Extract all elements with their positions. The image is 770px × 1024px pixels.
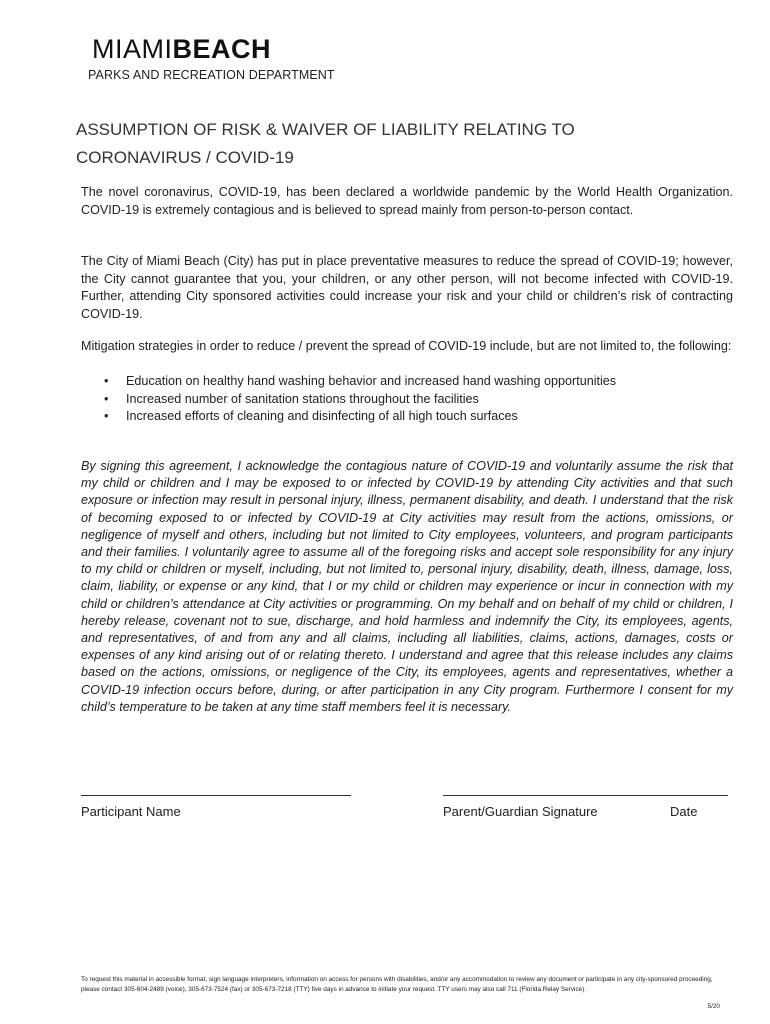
document-title	[76, 116, 696, 172]
date-label: Date	[670, 804, 698, 819]
city-measures-paragraph: The City of Miami Beach (City) has put in place preventative measures to reduce the spread of COVID-19; however, the City cannot guarantee that you, your children, or any other person, will not become infected with COVID-19. Further, attending City sponsored activities could increase your risk and your child or children’s risk of contracting COVID-19.	[81, 254, 733, 321]
logo-miami-text: MIAMI	[92, 34, 173, 64]
list-item-text: Increased efforts of cleaning and disinfecting of all high touch surfaces	[126, 409, 518, 423]
miami-beach-logo	[92, 36, 271, 63]
document-title-line-2: CORONAVIRUS / COVID-19	[76, 148, 294, 167]
page-code: 5/20	[707, 1003, 720, 1010]
participant-name-label: Participant Name	[81, 804, 181, 819]
waiver-agreement-text: By signing this agreement, I acknowledge the contagious nature of COVID-19 and voluntarily assume the risk that my child or children and I may be exposed to or infected by COVID-19 by attending City activities and that such exposure or infection may result in personal injury, illness, permanent disability, and death. I understand that the risk of becoming exposed to or infected by COVID-19 at City activities may result from the actions, omissions, or negligence of myself and others, including but not limited to City employees, volunteers, and program participants and their families. I voluntarily agree to assume all of the foregoing risks and accept sole responsibility for any injury to my child or children or myself, including, but not limited to, personal injury, disability, death, illness, damage, loss, claim, liability, or expense or any kind, that I or my child or children may experience or incur in connection with my child or children’s attendance at City activities or programming. On my behalf and on behalf of my child or children, I hereby release, covenant not to sue, discharge, and hold harmless and indemnify the City, its employees, agents, and representatives, of and from any and all claims, including all liabilities, claims, actions, damages, costs or expenses of any kind arising out of or relating thereto. I understand and agree that this release includes any claims based on the actions, omissions, or negligence of the City, its employees, agents and representatives, whether a COVID-19 infection occurs before, during, or after participation in any City program. Furthermore I consent for my child’s temperature to be taken at any time staff members feel it is necessary.	[81, 459, 733, 714]
logo-beach-text: BEACH	[172, 34, 272, 64]
mitigation-intro-paragraph: Mitigation strategies in order to reduce / prevent the spread of COVID-19 include, but are not limited to, the following:	[81, 339, 732, 353]
list-item	[104, 391, 724, 409]
document-title-line-1: ASSUMPTION OF RISK & WAIVER OF LIABILITY RELATING TO	[76, 120, 575, 139]
bullet-icon: •	[104, 374, 109, 388]
guardian-signature-label: Parent/Guardian Signature	[443, 804, 598, 819]
list-item	[104, 408, 724, 426]
pandemic-intro-paragraph: The novel coronavirus, COVID-19, has been declared a worldwide pandemic by the World Health Organization. COVID-19 is extremely contagious and is believed to spread mainly from person-to-person contact.	[81, 185, 733, 217]
guardian-signature-line[interactable]	[443, 795, 728, 796]
participant-name-line[interactable]	[81, 795, 351, 796]
logo-wordmark	[92, 36, 271, 63]
bullet-icon: •	[104, 391, 109, 406]
mitigation-list	[104, 373, 724, 426]
accessibility-notice: To request this material in accessible format, sign language interpreters, information on access for persons with disabilities, and/or any accommodation to review any document or participate in any city-sponsored proceeding, please contact 305-604-2489 (voice), 305-673-7524 (fax) or 305-673-7218 (TTY) five days in advance to initiate your request. TTY users may also call 711 (Florida Relay Service).	[81, 976, 713, 993]
bullet-icon: •	[104, 409, 109, 423]
list-item	[104, 373, 724, 391]
list-item-text: Education on healthy hand washing behavior and increased hand washing opportunities	[126, 374, 617, 388]
department-name: PARKS AND RECREATION DEPARTMENT	[88, 68, 335, 82]
list-item-text: Increased number of sanitation stations throughout the facilities	[126, 391, 479, 406]
